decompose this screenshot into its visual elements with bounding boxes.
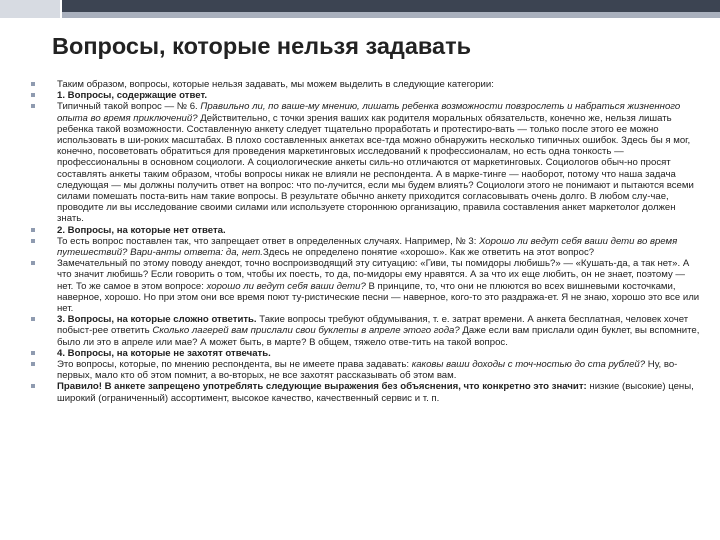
bullet-item [31,314,701,348]
bullet-item [31,79,701,90]
bullet-text-segment: 1. Вопросы, содержащие ответ. [57,90,207,102]
bullet-text-segment: Это вопросы, которые, по мнению респондента, вы не имеете права задавать: [57,359,412,371]
bullet-text-segment: В принципе, то, что они не плюются во всех вишневыми косточками, наверное, хорошо. Но при этом они все время поют ту-ристические песни — наверное, кого-то это раздража-ет. Я не знаю, хорошо это все или нет. [57,280,700,315]
bullet-item [31,90,701,101]
bullet-text-segment: Здесь не определено понятие «хорошо». Как же ответить на этот вопрос? [262,247,595,259]
bullet-text-segment: хорошо ли ведут себя ваши дети? [206,280,366,292]
bullet-text-segment: Таким образом, вопросы, которые нельзя задавать, мы можем выделить в следующие категории: [57,79,494,90]
bullet-marker-icon [31,261,35,265]
bullet-text-segment: низкие (высокие) цены, широкий (ограниченный) ассортимент, высокое качество, качественный сервис и т. п. [57,381,694,404]
header-bar-left [0,0,60,18]
bullet-text-segment: Даже если вам прислали один буклет, вы вспомните, было ли это в апреле или мае? А может быть, в марте? В общем, тяжело отве-тить на такой вопрос. [57,325,700,348]
bullet-text-segment: 4. Вопросы, на которые не захотят отвечать. [57,347,271,359]
bullet-marker-icon [31,104,35,108]
bullet-item [31,258,701,314]
bullet-text-segment: Такие вопросы требуют обдумывания, т. е. затрат времени. А анкета бесплатная, человек хочет побыст-рее ответить [57,314,689,337]
bullet-text-segment: Правильно ли, по ваше-му мнению, лишать ребенка возможности повзрослеть и набраться жизненного опыта во время приключений? [57,101,681,124]
bullet-item [31,225,701,236]
bullet-item [31,101,701,224]
bullet-marker-icon [31,93,35,97]
bullet-text-segment: 3. Вопросы, на которые сложно ответить. [57,314,257,326]
bullet-text-segment: каковы ваши доходы с точ-ностью до ста рублей? [411,359,646,371]
bullet-text-segment: 2. Вопросы, на которые нет ответа. [57,224,226,236]
bullet-marker-icon [31,82,35,86]
bullet-text-segment: Действительно, с точки зрения ваших как родителя моральных обязательств, конечно же, нельзя лишать ребенка такой возможности. Составленную анкету следует тщательно проработать и протестиро-вать — только после этого ее можно использовать в ши-роких масштабах. В плохо составленных анкетах все-тда можно обнаружить несколько типичных ошибок. Здесь бы я мог, конечно, посоветовать обратиться для проведения маркетинговых исследований к профессионалам, но есть одна тонкость — профессиональны в основном социологи. А социологические анкеты силь-но отличаются от маркетинговых. Социологов обыч-но просят составлять анкеты таким образом, чтобы вопросы никак не влияли не респондента. А в марке-тинге — наоборот, потому что наша задача следующая — мы должны получить ответ на вопрос: что по-лучится, если мы будем влиять? Социологи этого не понимают и пытаются всеми силами помешать поста-вить нам такие вопросы. В результате обычно анкету приходится согласовывать очень долго. В любом слу-чае, проводите ли вы исследование своими силами или используете стороннюю организацию, правила составления анкет маркетолог должен знать. [57,112,694,225]
bullet-text-segment: Типичный такой вопрос — № 6. [57,101,201,113]
slide-title: Вопросы, которые нельзя задавать [52,33,472,59]
bullet-item [31,359,701,381]
bullet-text-segment: Сколько лагерей вам прислали свои буклеты в апреле этого года? [152,325,460,337]
bullet-marker-icon [31,351,35,355]
bullet-text-segment: Замечательный по этому поводу анекдот, точно воспроизводящий эту ситуацию: «Гиви, ты помидоры любишь?» — «Кушать-да, а так нет». А что значит любишь? Если говорить о том, чтобы их поесть, то да, по-мидоры ему нравятся. А за что их еще любить, он не знает, поэтому — нет. То же самое в этом вопросе: [57,258,690,292]
bullet-text-segment: То есть вопрос поставлен так, что запрещает ответ в определенных случаях. Например, № 3: [57,235,480,247]
bullet-item [31,236,701,258]
header-bar-dark [62,0,720,12]
header-bar-light [62,12,720,18]
bullet-marker-icon [31,239,35,243]
bullet-item [31,381,701,403]
bullet-text-segment: Хорошо ли ведут себя ваши дети во время путешествий? Вари-анты ответа: да, нет. [57,235,678,259]
bullet-marker-icon [31,317,35,321]
bullet-marker-icon [31,362,35,366]
bullet-marker-icon [31,228,35,232]
bullet-text-segment: Ну, во-первых, мало кто об этом помнит, а во-вторых, не все захотят рассказывать об этом вам. [57,359,678,382]
bullet-marker-icon [31,384,35,388]
bullet-item [31,348,701,359]
bullet-text-segment: Правило! В анкете запрещено употреблять следующие выражения без объяснения, что конкретно это значит: [57,381,587,393]
slide-body [31,79,701,404]
